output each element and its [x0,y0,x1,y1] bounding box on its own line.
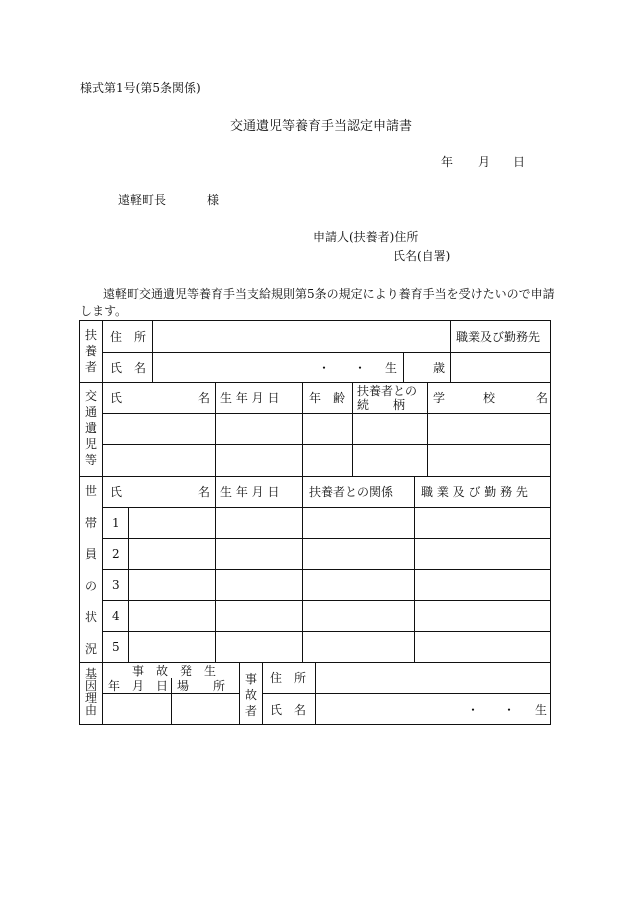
children-school-label-3: 名 [536,391,549,405]
body-text-line2: します。 [80,304,128,318]
addressee-honorific: 様 [207,193,220,207]
body-text-line1: 遠軽町交通遺児等養育手当支給規則第5条の規定により養育手当を受けたいので申請 [103,287,555,301]
guardian-occupation-label: 職業及び勤務先 [456,330,541,344]
children-relation-label-1: 扶養者との [357,384,418,398]
household-birthdate-label: 生 年 月 日 [220,485,280,499]
form-title: 交通遺児等養育手当認定申請書 [230,119,413,134]
children-relation-label-2: 続 柄 [357,398,406,412]
children-school-label-2: 校 [483,391,496,405]
household-occupation-label: 職 業 及 び 勤 務 先 [421,485,528,499]
household-row-number: 4 [112,609,120,623]
guardian-age-suffix: 歳 [433,361,446,375]
guardian-section-label: 扶養者 [84,328,97,374]
basis-address-label: 住 所 [270,671,307,685]
children-birthdate-label: 生 年 月 日 [220,391,280,405]
household-label-char: 況 [85,642,98,656]
household-label-char: 世 [85,484,98,498]
household-name-label-right: 名 [198,485,211,499]
household-label-char: 員 [85,547,98,561]
basis-accident-label: 事 故 発 生 [132,664,217,678]
guardian-address-label: 住 所 [110,330,147,344]
applicant-address-label: 申請人(扶養者)住所 [313,230,419,244]
date-month-label: 月 [478,155,491,169]
household-row-number: 1 [112,516,120,530]
form-number: 様式第1号(第5条関係) [80,81,201,95]
household-label-char: 状 [85,610,98,624]
addressee-name: 遠軽町長 [118,193,167,207]
household-label-char: 帯 [85,516,98,530]
household-row-number: 5 [112,640,120,654]
children-name-label-right: 名 [198,391,211,405]
date-day-label: 日 [513,155,526,169]
household-name-label-left: 氏 [110,485,123,499]
date-year-label: 年 [441,155,454,169]
household-row-number: 3 [112,578,120,592]
basis-birth-dots: ・ ・ [467,703,516,717]
basis-person-label: 事故者 [244,672,257,718]
household-row-number: 2 [112,547,120,561]
children-section-label: 交通遺児等 [84,389,97,467]
household-label-char: の [85,579,98,593]
basis-section-label: 基因理由 [84,667,97,717]
guardian-birth-suffix: 生 [385,361,398,375]
basis-birth-suffix: 生 [535,703,548,717]
guardian-name-label: 氏 名 [110,361,147,375]
basis-name-label: 氏 名 [270,703,307,717]
children-age-label: 年 齢 [309,391,346,405]
basis-place-label: 場 所 [177,679,226,693]
children-name-label-left: 氏 [110,391,123,405]
applicant-name-label: 氏名(自署) [393,249,451,263]
children-school-label-1: 学 [433,391,446,405]
basis-date-label: 年 月 日 [108,679,169,693]
household-relation-label: 扶養者との関係 [309,485,394,499]
guardian-birth-dots: ・ ・ [318,361,367,375]
